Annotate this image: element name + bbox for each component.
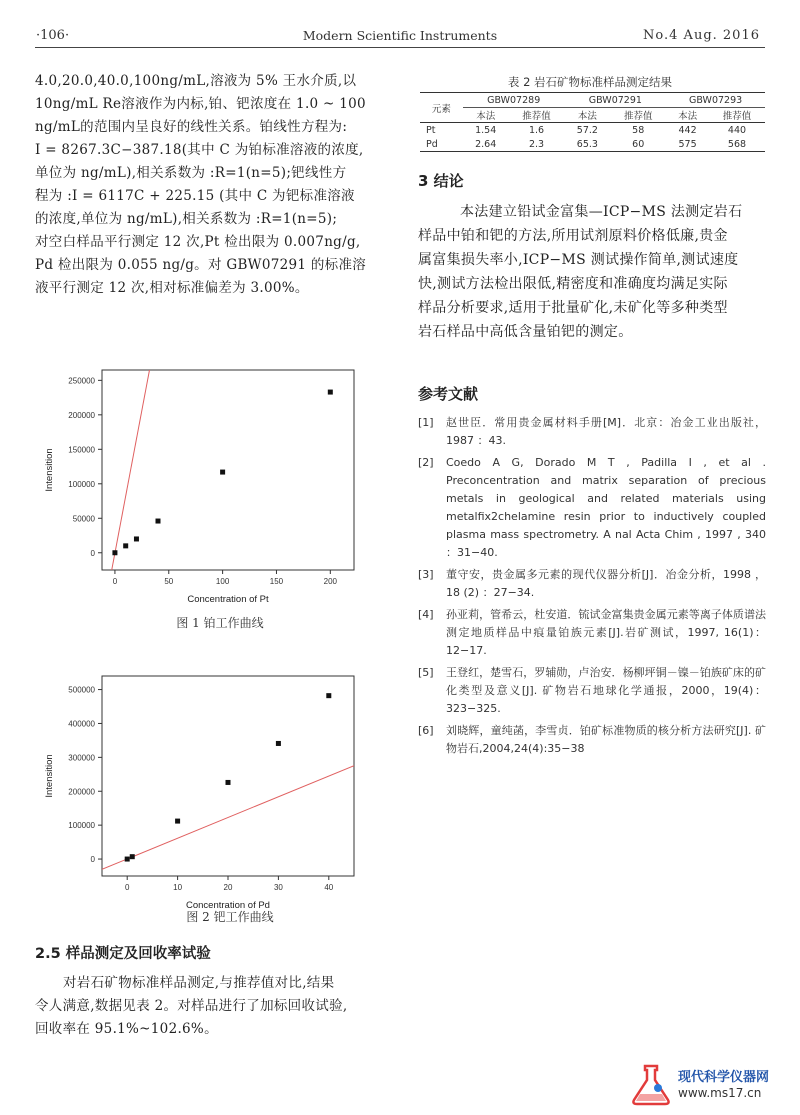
table-group-header: GBW07289: [463, 93, 565, 108]
x-tick-label: 40: [324, 883, 334, 892]
x-tick-label: 50: [164, 577, 174, 586]
table-cell: 440: [727, 124, 747, 136]
table-row: [420, 137, 765, 152]
header-rule: [35, 47, 765, 48]
table-group-header: GBW07291: [565, 93, 667, 108]
watermark-logo: [628, 1062, 793, 1108]
table-cell: 442: [678, 124, 697, 136]
table-corner-header: 元素: [420, 93, 463, 123]
data-point: [112, 550, 117, 555]
reference-text: 董守安，贵金属多元素的现代仪器分析[J]．冶金分析，1998 ，18 (2) ：27−34.: [446, 568, 766, 599]
data-point: [226, 780, 231, 785]
table-cell: 1.6: [528, 124, 545, 136]
y-tick-label: 250000: [68, 376, 95, 386]
text-line: 样品分析要求,适用于批量矿化,未矿化等多种类型: [418, 300, 728, 316]
conclusion-title: 3 结论: [418, 172, 464, 190]
table-cell: 58: [632, 124, 645, 136]
reference-number: [3]: [418, 568, 434, 581]
reference-item: [418, 414, 766, 450]
x-axis-label: Concentration of Pd: [186, 900, 270, 908]
table-2: [420, 92, 765, 152]
text-line: 令人满意,数据见表 2。对样品进行了加标回收试验,: [35, 998, 348, 1014]
reference-text: 孙亚莉，管希云，杜安道．锍试金富集贵金属元素等离子体质谱法测定地质样品中痕量铂族元素[J].岩矿测试，1997, 16(1)：12−17.: [446, 608, 766, 657]
y-tick-label: 300000: [68, 753, 95, 763]
text-line: 对空白样品平行测定 12 次,Pt 检出限为 0.007ng/g,: [35, 234, 361, 250]
table-cell: 57.2: [576, 124, 598, 136]
reference-number: [1]: [418, 416, 434, 429]
text-line: 10ng/mL Re溶液作为内标,铂、钯浓度在 1.0 ~ 100: [35, 96, 366, 112]
reference-item: [418, 722, 766, 758]
table-cell: Pt: [426, 124, 436, 136]
reference-number: [5]: [418, 666, 434, 679]
data-point: [328, 390, 333, 395]
table-subheader: 本法: [577, 111, 597, 122]
reference-number: [6]: [418, 724, 434, 737]
reference-item: [418, 664, 766, 718]
flask-logo-icon: [628, 1062, 674, 1108]
reference-text: Coedo A G, Dorado M T , Padilla I , et al . Preconcentration and matrix separation of precious metals in geological and related materials using metalfix2chelamine resin prior to inductively coupled plasma mass spectrometry. A nal Acta Chim , 1997 , 340 ：31−40.: [446, 456, 766, 559]
text-line: I = 8267.3C−387.18(其中 C 为铂标准溶液的浓度,: [35, 142, 364, 158]
y-tick-label: 200000: [68, 410, 95, 420]
section-2-5-title: 2.5 样品测定及回收率试验: [35, 946, 211, 962]
reference-item: [418, 606, 766, 660]
figure-1-caption: 图 1 铂工作曲线: [176, 616, 264, 630]
y-axis-label: Intensition: [44, 448, 55, 492]
text-line: 液平行测定 12 次,相对标准偏差为 3.00%。: [35, 280, 309, 296]
plot-frame: [102, 370, 354, 570]
y-tick-label: 400000: [68, 719, 95, 729]
y-tick-label: 0: [90, 855, 95, 865]
data-point: [134, 536, 139, 541]
table-cell: 568: [727, 138, 747, 150]
page-number: ·106·: [36, 28, 70, 43]
data-point: [130, 854, 135, 859]
table-cell: Pd: [426, 138, 438, 150]
data-point: [123, 543, 128, 548]
table-cell: 2.3: [528, 138, 545, 150]
data-point: [276, 741, 281, 746]
x-tick-label: 150: [269, 577, 284, 586]
y-tick-label: 100000: [68, 479, 95, 489]
reference-number: [4]: [418, 608, 434, 621]
text-line: 对岩石矿物标准样品测定,与推荐值对比,结果: [63, 975, 335, 991]
table-subheader: 推荐值: [623, 111, 653, 122]
plot-frame: [102, 676, 354, 876]
conclusion-paragraph: [418, 200, 768, 344]
data-point: [326, 693, 331, 698]
y-tick-label: 0: [90, 548, 95, 558]
reference-number: [2]: [418, 456, 434, 469]
text-line: 的浓度,单位为 ng/mL),相关系数为 :R=1(n=5);: [35, 211, 338, 227]
data-point: [220, 470, 225, 475]
table-cell: 2.64: [475, 138, 497, 150]
data-point: [125, 857, 130, 862]
references-list: [418, 414, 766, 762]
text-line: 岩石样品中高低含量铂钯的测定。: [418, 324, 633, 340]
x-tick-label: 20: [223, 883, 233, 892]
text-line: 样品中铂和钯的方法,所用试剂原料价格低廉,贵金: [418, 228, 728, 244]
x-tick-label: 10: [173, 883, 183, 892]
references-title: 参考文献: [418, 385, 479, 403]
reference-text: 王登红，楚雪石，罗辅勋，卢治安．杨柳坪铜－镍－铂族矿床的矿化类型及意义[J]. 矿物岩石地球化学通报，2000，19(4)：323−325.: [446, 666, 766, 715]
watermark-name: 现代科学仪器网: [678, 1070, 770, 1085]
journal-name: Modern Scientific Instruments: [302, 28, 498, 43]
text-line: 快,测试方法检出限低,精密度和准确度均满足实际: [418, 276, 728, 292]
figure-2-caption: 图 2 钯工作曲线: [186, 910, 274, 924]
x-tick-label: 0: [124, 883, 130, 892]
reference-text: 赵世臣．常用贵金属材料手册[M]．北京：冶金工业出版社，1987 ：43.: [446, 416, 766, 447]
text-line: Pd 检出限为 0.055 ng/g。对 GBW07291 的标准溶: [35, 257, 367, 273]
text-line: ng/mL的范围内呈良好的线性关系。铂线性方程为:: [35, 119, 348, 135]
table-2-title: 表 2 岩石矿物标准样品测定结果: [507, 75, 673, 89]
paragraph-sample-test: [35, 972, 390, 1041]
table-group-header: GBW07293: [666, 93, 765, 108]
text-line: 属富集损失率小,ICP−MS 测试操作简单,测试速度: [418, 252, 739, 268]
y-tick-label: 100000: [68, 821, 95, 831]
text-line: 本法建立铅试金富集—ICP−MS 法测定岩石: [460, 204, 743, 220]
figure-1-pt-calibration-chart: [40, 362, 370, 612]
table-cell: 575: [678, 138, 697, 150]
x-tick-label: 30: [273, 883, 283, 892]
data-point: [175, 819, 180, 824]
table-cell: 60: [632, 138, 645, 150]
reference-item: [418, 454, 766, 562]
table-subheader: 推荐值: [722, 111, 752, 122]
table-cell: 65.3: [576, 138, 598, 150]
y-axis-label: Intensition: [44, 754, 55, 798]
table-subheader: 本法: [476, 111, 496, 122]
y-tick-label: 50000: [72, 514, 95, 524]
y-tick-label: 200000: [68, 787, 95, 797]
table-cell: 1.54: [475, 124, 497, 136]
x-axis-label: Concentration of Pt: [187, 594, 269, 605]
watermark-url: www.ms17.cn: [678, 1086, 762, 1100]
reference-item: [418, 566, 766, 602]
issue-info: No.4 Aug. 2016: [643, 28, 760, 43]
y-tick-label: 500000: [68, 685, 95, 695]
y-tick-label: 150000: [68, 445, 95, 455]
x-tick-label: 0: [112, 577, 118, 586]
text-line: 回收率在 95.1%~102.6%。: [35, 1021, 218, 1037]
table-row: [420, 123, 765, 138]
text-line: 程为 :I = 6117C + 225.15 (其中 C 为钯标准溶液: [35, 188, 355, 204]
reference-text: 刘晓辉，童纯菡，李雪贞．铂矿标准物质的核分析方法研究[J]. 矿物岩石,2004,24(4):35−38: [446, 724, 766, 755]
table-subheader: 推荐值: [522, 111, 551, 122]
text-line: 单位为 ng/mL),相关系数为 :R=1(n=5);钯线性方: [35, 165, 347, 181]
x-tick-label: 200: [323, 577, 337, 586]
figure-2-pd-calibration-chart: [40, 668, 370, 908]
text-line: 4.0,20.0,40.0,100ng/mL,溶液为 5% 王水介质,以: [35, 73, 357, 89]
x-tick-label: 100: [215, 577, 230, 586]
paragraph-calibration: [35, 70, 390, 300]
table-subheader: 本法: [678, 111, 698, 122]
fit-line: [102, 362, 354, 612]
data-point: [156, 519, 161, 524]
